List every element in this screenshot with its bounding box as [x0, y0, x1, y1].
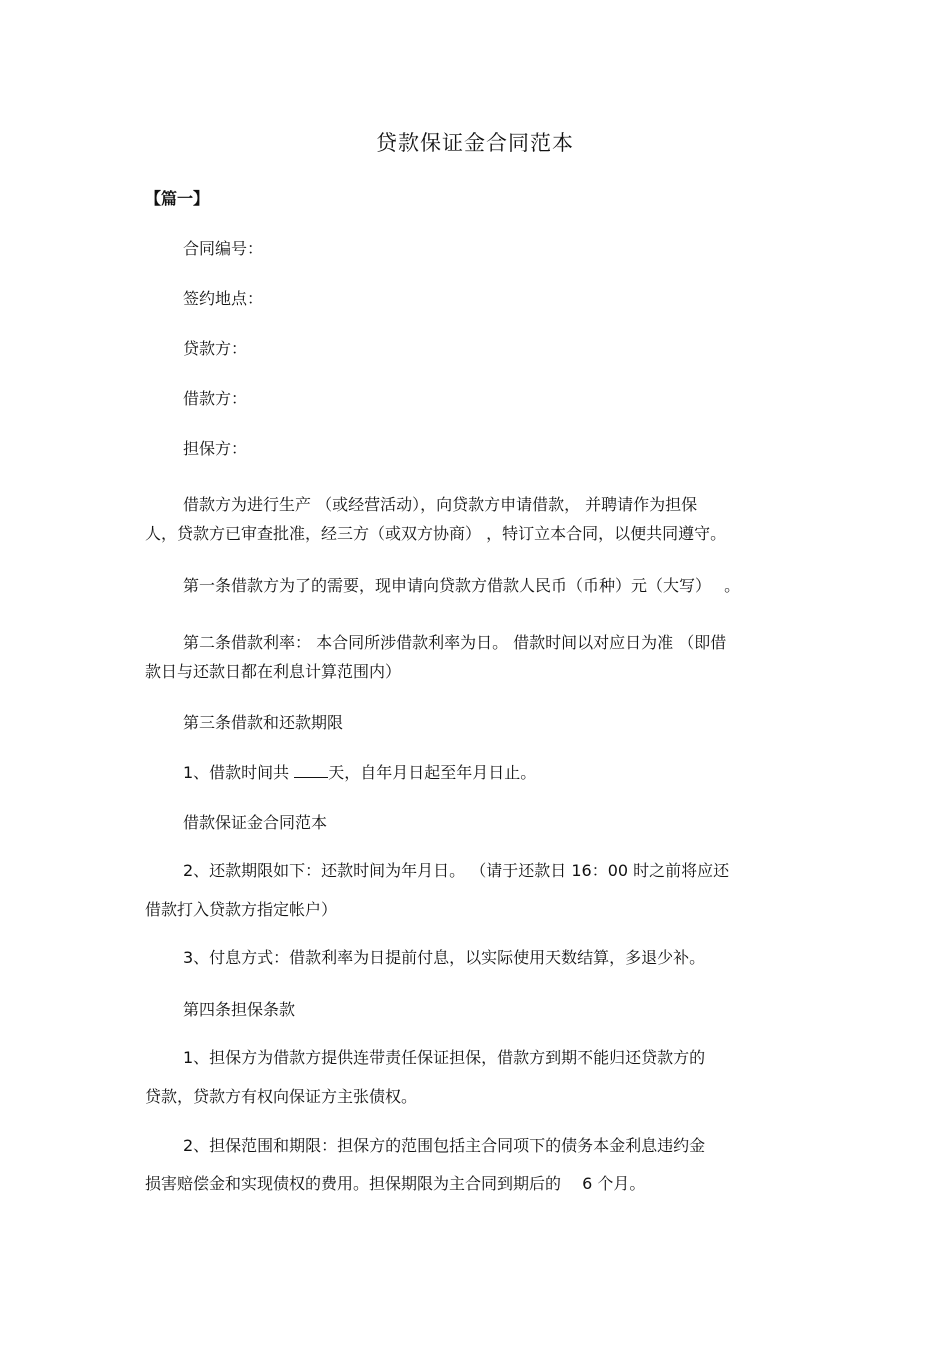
article-3-item-1 [183, 761, 536, 785]
field-lender: 贷款方： [183, 339, 248, 358]
field-contract-no: 合同编号： [183, 239, 264, 258]
article-2-line-2: 款日与还款日都在利息计算范围内） [145, 662, 402, 681]
article-4-item-2-line-2: 损害赔偿金和实现债权的费用。担保期限为主合同到期后的 6 个月。 [145, 1174, 646, 1193]
article-3-heading: 第三条借款和还款期限 [183, 713, 344, 732]
article-3-item-1-text-after: 天，自年月日起至年月日止。 [328, 763, 537, 782]
article-3-item-2-line-2: 借款打入贷款方指定帐户） [145, 900, 338, 919]
article-4-heading: 第四条担保条款 [183, 1000, 296, 1019]
preamble-line-2: 人，贷款方已审查批准，经三方（或双方协商） ，特订立本合同，以便共同遵守。 [145, 524, 727, 543]
document-title: 贷款保证金合同范本 [376, 131, 574, 155]
field-borrower: 借款方： [183, 389, 248, 408]
article-3-item-2-line-1: 2、还款期限如下：还款时间为年月日。 （请于还款日 16：00 时之前将应还 [183, 861, 730, 880]
running-title: 借款保证金合同范本 [183, 813, 328, 832]
article-4-item-1-line-2: 贷款，贷款方有权向保证方主张债权。 [145, 1087, 418, 1106]
article-4-item-1-line-1: 1、担保方为借款方提供连带责任保证担保，借款方到期不能归还贷款方的 [183, 1048, 706, 1067]
fill-in-blank [294, 763, 328, 778]
article-3-item-3: 3、付息方式：借款利率为日提前付息，以实际使用天数结算，多退少补。 [183, 948, 706, 967]
article-1: 第一条借款方为了的需要，现申请向贷款方借款人民币（币种）元（大写） 。 [183, 576, 741, 595]
field-guarantor: 担保方： [183, 439, 248, 458]
field-sign-place: 签约地点： [183, 289, 264, 308]
article-3-item-1-text-before: 1、借款时间共 [183, 763, 295, 782]
section-label: 【篇一】 [145, 189, 210, 208]
article-4-item-2-line-1: 2、担保范围和期限：担保方的范围包括主合同项下的债务本金利息违约金 [183, 1136, 706, 1155]
article-2-line-1: 第二条借款利率： 本合同所涉借款利率为日。 借款时间以对应日为准 （即借 [183, 633, 727, 652]
preamble-line-1: 借款方为进行生产 （或经营活动），向贷款方申请借款， 并聘请作为担保 [183, 495, 698, 514]
